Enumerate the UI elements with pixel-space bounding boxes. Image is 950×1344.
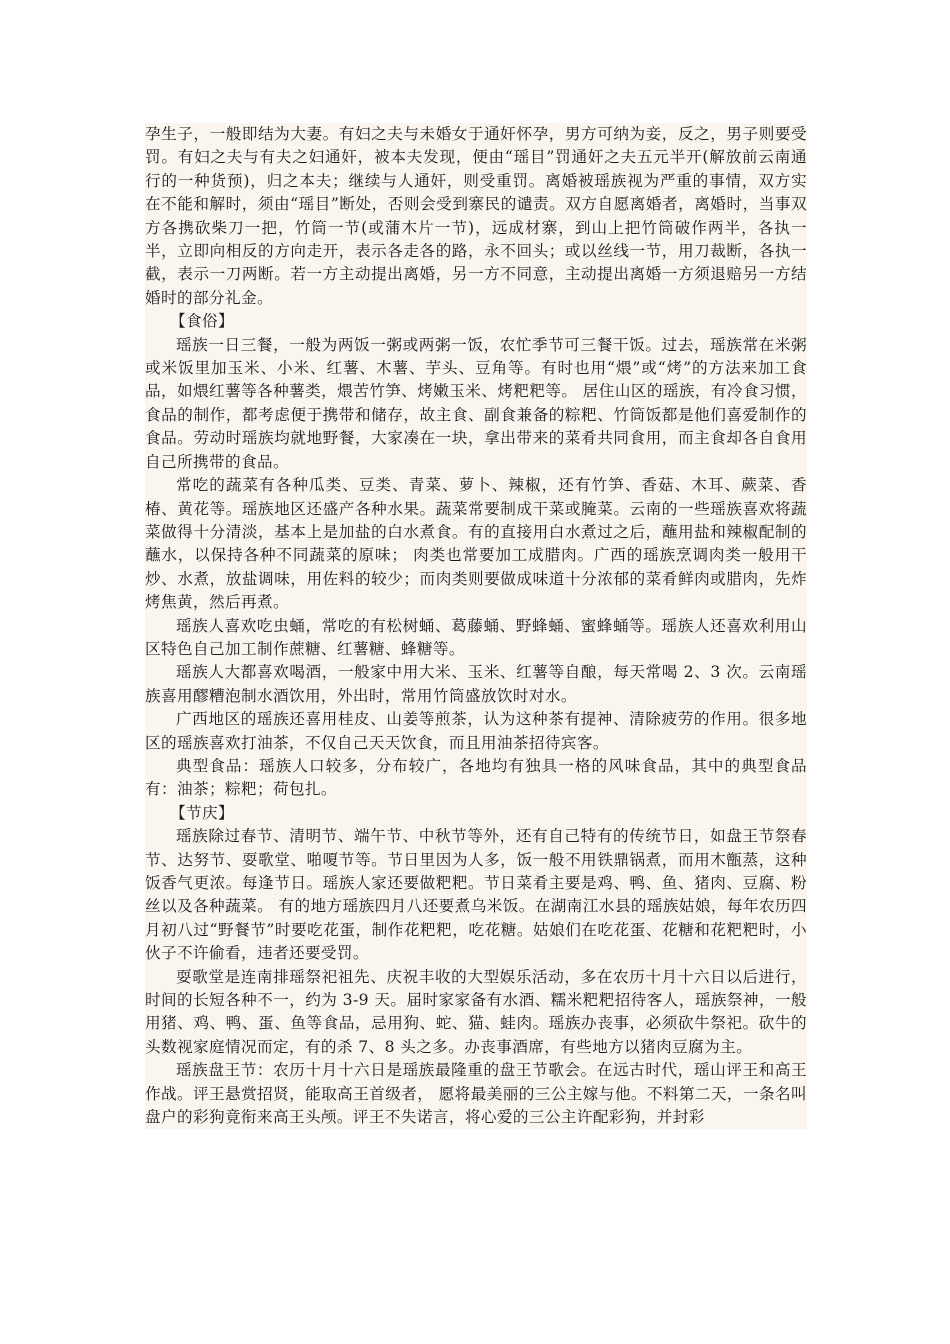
document-body <box>145 123 807 1129</box>
paragraph-wine: 瑶族人大都喜欢喝酒，一般家中用大米、玉米、红薯等自酿，每天常喝 2、3 次。云南瑶族喜用醪糟泡制水酒饮用，外出时，常用竹筒盛放饮时对水。 <box>145 663 807 705</box>
paragraph-insects: 瑶族人喜欢吃虫蛹，常吃的有松树蛹、葛藤蛹、野蜂蛹、蜜蜂蛹等。瑶族人还喜欢利用山区特色自己加工制作蔗糖、红薯糖、蜂糖等。 <box>145 616 807 658</box>
paragraph-tea: 广西地区的瑶族还喜用桂皮、山姜等煎茶，认为这种茶有提神、清除疲劳的作用。很多地区的瑶族喜欢打油茶，不仅自己天天饮食，而且用油茶招待宾客。 <box>145 710 807 752</box>
paragraph-meals: 瑶族一日三餐，一般为两饭一粥或两粥一饭，农忙季节可三餐干饭。过去，瑶族常在米粥或米饭里加玉米、小米、红薯、木薯、芋头、豆角等。有时也用“煨”或“烤”的方法来加工食品，如煨红薯等各种薯类，煨苦竹笋、烤嫩玉米、烤粑粑等。 居住山区的瑶族，有冷食习惯，食品的制作，都考虑便于携带和储存，故主食、副食兼备的粽粑、竹筒饭都是他们喜爱制作的食品。劳动时瑶族均就地野餐，大家凑在一块，拿出带来的菜肴共同食用，而主食却各自食用自己所携带的食品。 <box>145 335 807 471</box>
section-heading-festivals: 【节庆】 <box>170 803 234 822</box>
section-heading-food: 【食俗】 <box>170 312 234 331</box>
paragraph-typical-food: 典型食品：瑶族人口较多，分布较广，各地均有独具一格的风味食品，其中的典型食品有：油茶；粽粑；荷包扎。 <box>145 756 807 799</box>
paragraph-marriage-custom: 孕生子，一般即结为大妻。有妇之夫与未婚女于通奸怀孕，男方可纳为妾，反之，男子则要受罚。有妇之夫与有夫之妇通奸，被本夫发现，便由“瑶目”罚通奸之夫五元半开(解放前云南通行的一种货预)，归之本夫；继续与人通奸，则受重罚。离婚被瑶族视为严重的事情，双方实在不能和解时，须由“瑶目”断处，否则会受到寨民的谴责。双方自愿离婚者，离婚时，当事双方各携砍柴刀一把，竹筒一节(或蒲木片一节)，远成材寨，到山上把竹筒破作两半，各执一半，立即向相反的方向走开，表示各走各的路，永不回头；或以丝线一节，用刀裁断，各执一截，表示一刀两断。若一方主动提出离婚，另一方不同意，主动提出离婚一方须退赔另一方结婚时的部分礼金。 <box>145 125 807 307</box>
paragraph-vegetables: 常吃的蔬菜有各种瓜类、豆类、青菜、萝卜、辣椒，还有竹笋、香菇、木耳、蕨菜、香椿、黄花等。瑶族地区还盛产各种水果。蔬菜常要制成干菜或腌菜。云南的一些瑶族喜欢将蔬菜做得十分清淡，基本上是加盐的白水煮食。有的直接用白水煮过之后，蘸用盐和辣椒配制的蘸水，以保持各种不同蔬菜的原味； 肉类也常要加工成腊肉。广西的瑶族烹调肉类一般用干炒、水煮，放盐调味，用佐料的较少；而肉类则要做成味道十分浓郁的菜肴鲜肉或腊肉，先炸烤焦黄，然后再煮。 <box>145 476 807 612</box>
paragraph-song-hall: 耍歌堂是连南排瑶祭祀祖先、庆祝丰收的大型娱乐活动，多在农历十月十六日以后进行，时间的长短各种不一，约为 3-9 天。届时家家备有水酒、糯米粑粑招待客人，瑶族祭神，一般用猪、鸡、鸭、蛋、鱼等食品，忌用狗、蛇、猫、蛙肉。瑶族办丧事，必须砍牛祭祀。砍牛的头数视家庭情况而定，有的杀 7、8 头之多。办丧事酒席，有些地方以猪肉豆腐为主。 <box>145 967 807 1056</box>
paragraph-festivals: 瑶族除过春节、清明节、端午节、中秋节等外，还有自己特有的传统节日，如盘王节祭春节、达努节、耍歌堂、啪嗄节等。节日里因为人多，饭一般不用铁鼎锅煮，而用木甑蒸，这种饭香气更浓。每逢节日。瑶族人家还要做粑粑。节日菜肴主要是鸡、鸭、鱼、猪肉、豆腐、粉丝以及各种蔬菜。 有的地方瑶族四月八还要煮乌米饭。在湖南江水县的瑶族姑娘，每年农历四月初八过“野餐节”时要吃花蛋，制作花粑粑，吃花糖。姑娘们在吃花蛋、花糖和花粑粑时，小伙子不许偷看，违者还要受罚。 <box>145 827 807 963</box>
paragraph-panwang-festival: 瑶族盘王节：农历十月十六日是瑶族最隆重的盘王节歌会。在远古时代，瑶山评王和高王作战。评王悬赏招贤，能取高王首级者， 愿将最美丽的三公主嫁与他。不料第二天，一条名叫盘户的彩狗竟衔来高王头颅。评王不失诺言，将心爱的三公主许配彩狗，并封彩 <box>145 1061 807 1127</box>
